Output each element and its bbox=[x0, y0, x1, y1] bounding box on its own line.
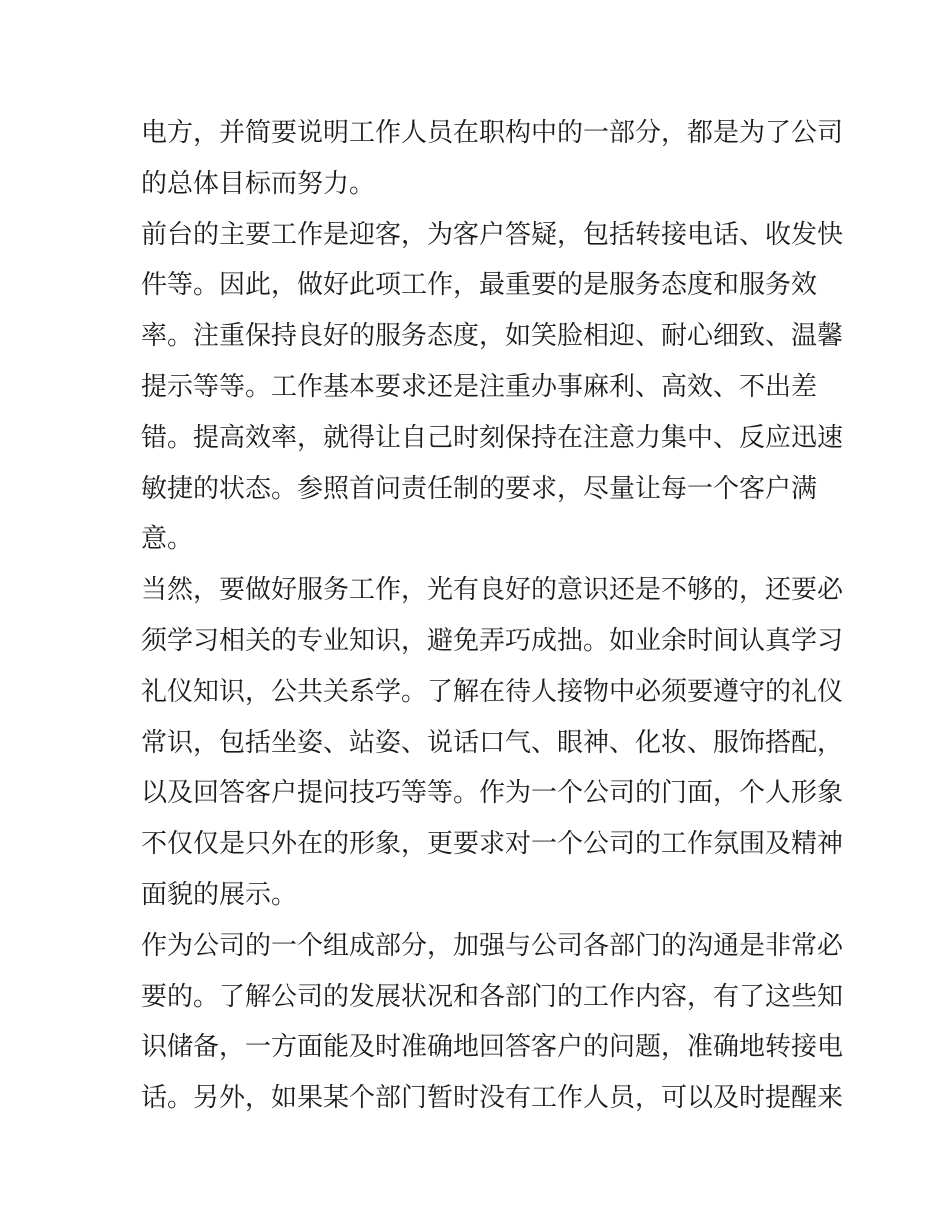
text-line: 作为公司的一个组成部分，加强与公司各部门的沟通是非常必 bbox=[141, 930, 844, 961]
text-line: 当然，要做好服务工作，光有良好的意识还是不够的，还要必 bbox=[141, 575, 844, 606]
text-line: 错。提高效率，就得让自己时刻保持在注意力集中、反应迅速 bbox=[141, 422, 844, 453]
text-line: 要的。了解公司的发展状况和各部门的工作内容，有了这些知 bbox=[141, 981, 844, 1012]
text-line: 提示等等。工作基本要求还是注重办事麻利、高效、不出差 bbox=[141, 371, 818, 402]
paragraph bbox=[141, 210, 844, 566]
text-line: 的总体目标而努力。 bbox=[141, 168, 376, 199]
text-line: 意。 bbox=[141, 524, 194, 555]
text-line: 须学习相关的专业知识，避免弄巧成拙。如业余时间认真学习 bbox=[141, 625, 844, 656]
text-line: 礼仪知识，公共关系学。了解在待人接物中必须要遵守的礼仪 bbox=[141, 676, 844, 707]
text-line: 不仅仅是只外在的形象，更要求对一个公司的工作氛围及精神 bbox=[141, 829, 844, 860]
text-line: 电方，并简要说明工作人员在职构中的一部分，都是为了公司 bbox=[141, 118, 844, 148]
text-line: 以及回答客户提问技巧等等。作为一个公司的门面，个人形象 bbox=[141, 778, 844, 809]
text-line: 前台的主要工作是迎客，为客户答疑，包括转接电话、收发快 bbox=[141, 219, 844, 250]
text-line: 识储备，一方面能及时准确地回答客户的问题，准确地转接电 bbox=[141, 1032, 844, 1063]
text-line: 敏捷的状态。参照首问责任制的要求，尽量让每一个客户满 bbox=[141, 473, 818, 504]
text-line: 件等。因此，做好此项工作，最重要的是服务态度和服务效 bbox=[141, 270, 818, 301]
paragraph bbox=[141, 921, 844, 1124]
text-line: 面貌的展示。 bbox=[141, 879, 298, 910]
text-line: 常识，包括坐姿、站姿、说话口气、眼神、化妆、服饰搭配， bbox=[141, 727, 844, 758]
paragraph bbox=[141, 108, 844, 210]
text-line: 率。注重保持良好的服务态度，如笑脸相迎、耐心细致、温馨 bbox=[141, 321, 844, 352]
paragraph bbox=[141, 565, 844, 921]
body-text bbox=[141, 108, 844, 1124]
text-line: 话。另外，如果某个部门暂时没有工作人员，可以及时提醒来 bbox=[141, 1083, 844, 1114]
